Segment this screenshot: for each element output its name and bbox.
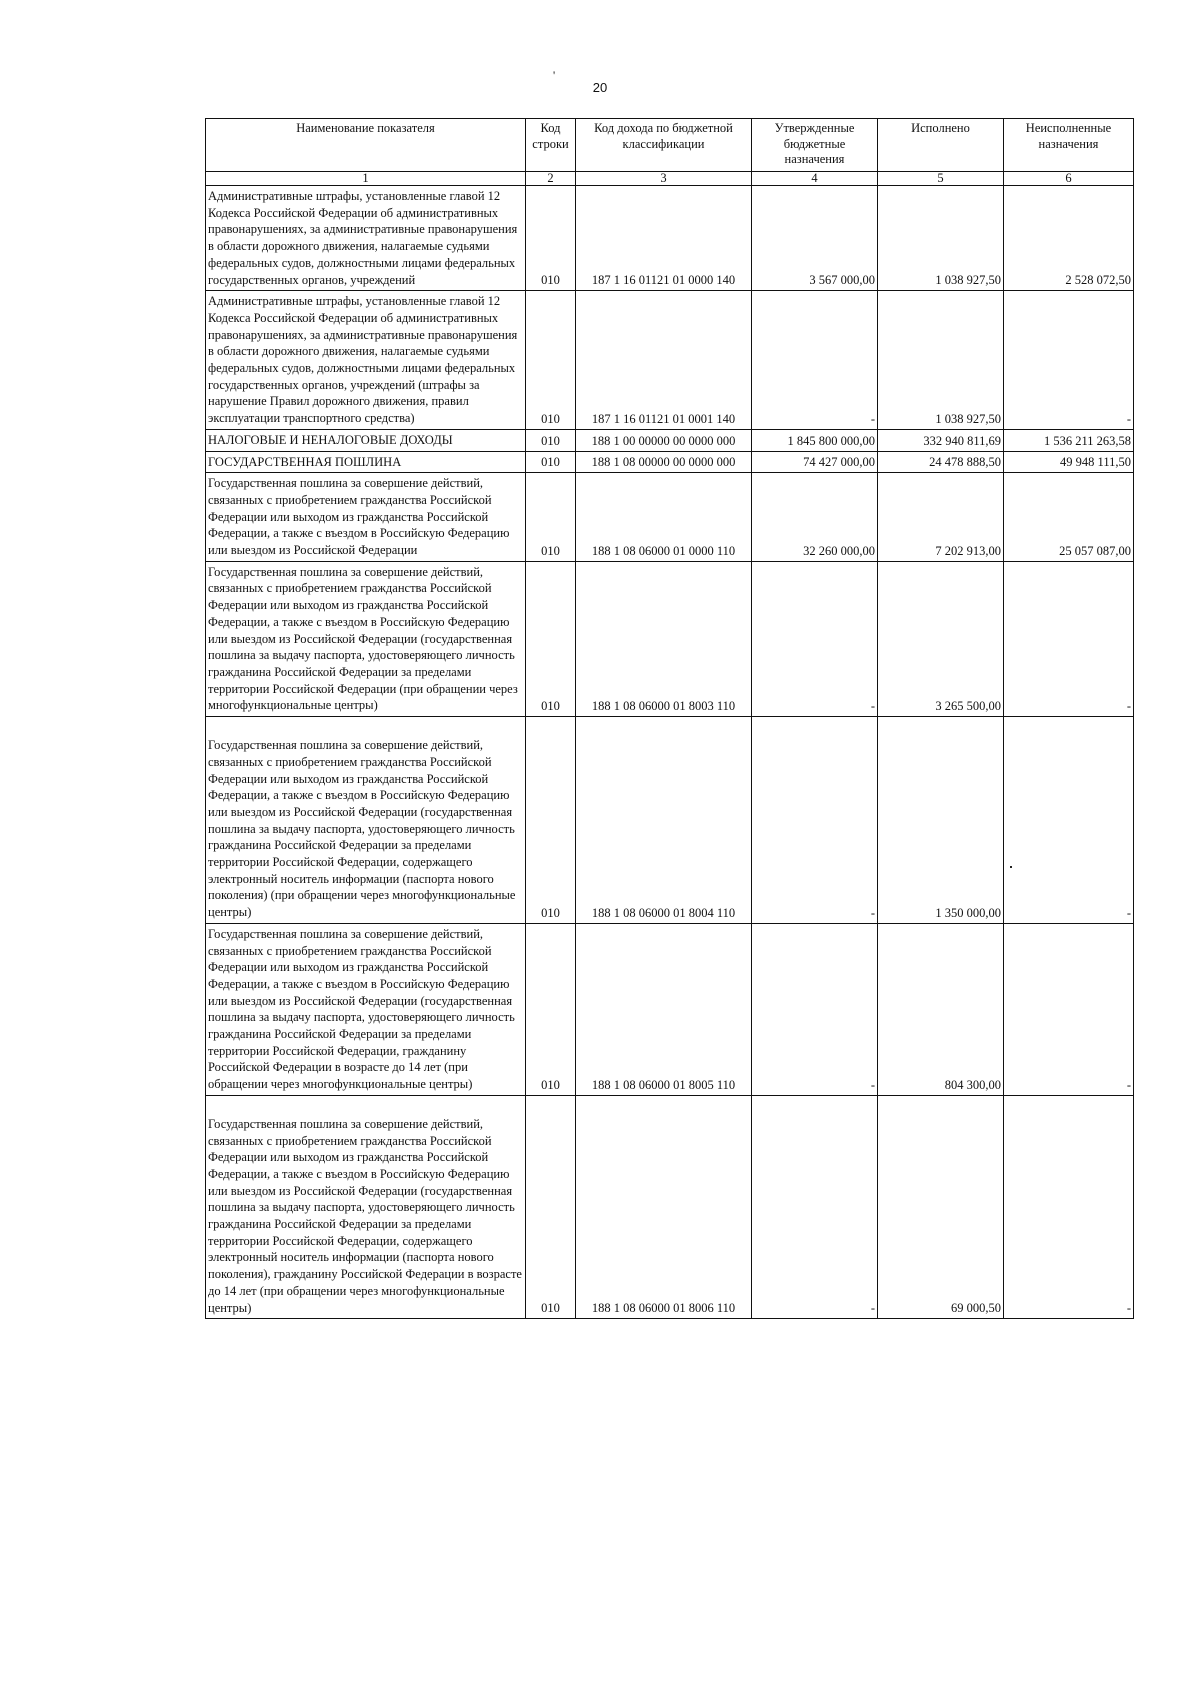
row-executed: 1 350 000,00 <box>878 717 1004 924</box>
column-number: 3 <box>576 172 752 186</box>
row-line-code: 010 <box>526 561 576 716</box>
row-unexecuted: - <box>1004 717 1134 924</box>
row-executed: 24 478 888,50 <box>878 451 1004 473</box>
row-income-code: 187 1 16 01121 01 0000 140 <box>576 186 752 291</box>
table-row <box>206 473 1134 562</box>
table-row <box>206 291 1134 430</box>
row-income-code: 188 1 08 06000 01 8003 110 <box>576 561 752 716</box>
row-executed: 1 038 927,50 <box>878 186 1004 291</box>
row-executed: 7 202 913,00 <box>878 473 1004 562</box>
row-income-code: 188 1 08 06000 01 8005 110 <box>576 923 752 1095</box>
column-number-row <box>206 172 1134 186</box>
row-line-code: 010 <box>526 186 576 291</box>
row-line-code: 010 <box>526 429 576 451</box>
header-unexecuted: Неисполненные назначения <box>1004 119 1134 172</box>
row-approved: 1 845 800 000,00 <box>752 429 878 451</box>
row-name: Государственная пошлина за совершение действий, связанных с приобретением гражданства Российской Федерации или выходом из гражданства Российской Федерации, а также с въездом в Российскую Федерацию или выездом из Российской Федерации (государственная пошлина за выдачу паспорта, удостоверяющего личность гражданина Российской Федерации за пределами территории Российской Федерации, содержащего электронный носитель информации (паспорта нового поколения) (при обращении через многофункциональные центры) <box>206 717 526 924</box>
column-number: 6 <box>1004 172 1134 186</box>
row-line-code: 010 <box>526 717 576 924</box>
row-executed: 332 940 811,69 <box>878 429 1004 451</box>
column-number: 2 <box>526 172 576 186</box>
row-approved: - <box>752 1095 878 1318</box>
row-approved: - <box>752 291 878 430</box>
row-executed: 3 265 500,00 <box>878 561 1004 716</box>
row-line-code: 010 <box>526 1095 576 1318</box>
row-income-code: 188 1 08 00000 00 0000 000 <box>576 451 752 473</box>
row-unexecuted: - <box>1004 291 1134 430</box>
table-row <box>206 561 1134 716</box>
row-unexecuted: 49 948 111,50 <box>1004 451 1134 473</box>
header-income-code: Код дохода по бюджетной классификации <box>576 119 752 172</box>
row-name: Административные штрафы, установленные главой 12 Кодекса Российской Федерации об административных правонарушениях, за административные правонарушения в области дорожного движения, налагаемые судьями федеральных судов, должностными лицами федеральных государственных органов, учреждений (штрафы за нарушение Правил дорожного движения, правил эксплуатации транспортного средства) <box>206 291 526 430</box>
row-executed: 1 038 927,50 <box>878 291 1004 430</box>
budget-execution-table <box>205 118 1134 1319</box>
row-name: НАЛОГОВЫЕ И НЕНАЛОГОВЫЕ ДОХОДЫ <box>206 429 526 451</box>
row-approved: 3 567 000,00 <box>752 186 878 291</box>
row-line-code: 010 <box>526 473 576 562</box>
row-name: Государственная пошлина за совершение действий, связанных с приобретением гражданства Российской Федерации или выходом из гражданства Российской Федерации, а также с въездом в Российскую Федерацию или выездом из Российской Федерации <box>206 473 526 562</box>
row-name: ГОСУДАРСТВЕННАЯ ПОШЛИНА <box>206 451 526 473</box>
row-executed: 69 000,50 <box>878 1095 1004 1318</box>
row-income-code: 188 1 08 06000 01 8006 110 <box>576 1095 752 1318</box>
row-approved: - <box>752 923 878 1095</box>
row-approved: - <box>752 717 878 924</box>
header-line-code: Код строки <box>526 119 576 172</box>
header-approved: Утвержденные бюджетные назначения <box>752 119 878 172</box>
row-unexecuted: - <box>1004 1095 1134 1318</box>
header-executed: Исполнено <box>878 119 1004 172</box>
header-indicator-name: Наименование показателя <box>206 119 526 172</box>
table-row <box>206 717 1134 924</box>
row-name: Государственная пошлина за совершение действий, связанных с приобретением гражданства Российской Федерации или выходом из гражданства Российской Федерации, а также с въездом в Российскую Федерацию или выездом из Российской Федерации (государственная пошлина за выдачу паспорта, удостоверяющего личность гражданина Российской Федерации за пределами территории Российской Федерации, гражданину Российской Федерации в возрасте до 14 лет (при обращении через многофункциональные центры) <box>206 923 526 1095</box>
table-row <box>206 923 1134 1095</box>
row-income-code: 188 1 08 06000 01 0000 110 <box>576 473 752 562</box>
header-row <box>206 119 1134 172</box>
table-row <box>206 1095 1134 1318</box>
row-unexecuted: 2 528 072,50 <box>1004 186 1134 291</box>
page-number: 20 <box>592 80 608 95</box>
row-approved: 74 427 000,00 <box>752 451 878 473</box>
row-line-code: 010 <box>526 923 576 1095</box>
table-row <box>206 429 1134 451</box>
table-row <box>206 451 1134 473</box>
column-number: 5 <box>878 172 1004 186</box>
row-name: Административные штрафы, установленные главой 12 Кодекса Российской Федерации об административных правонарушениях, за административные правонарушения в области дорожного движения, налагаемые судьями федеральных судов, должностными лицами федеральных государственных органов, учреждений <box>206 186 526 291</box>
row-line-code: 010 <box>526 291 576 430</box>
row-income-code: 187 1 16 01121 01 0001 140 <box>576 291 752 430</box>
row-name: Государственная пошлина за совершение действий, связанных с приобретением гражданства Российской Федерации или выходом из гражданства Российской Федерации, а также с въездом в Российскую Федерацию или выездом из Российской Федерации (государственная пошлина за выдачу паспорта, удостоверяющего личность гражданина Российской Федерации за пределами территории Российской Федерации, содержащего электронный носитель информации (паспорта нового поколения), гражданину Российской Федерации в возрасте до 14 лет (при обращении через многофункциональные центры) <box>206 1095 526 1318</box>
row-unexecuted: 1 536 211 263,58 <box>1004 429 1134 451</box>
row-income-code: 188 1 08 06000 01 8004 110 <box>576 717 752 924</box>
row-line-code: 010 <box>526 451 576 473</box>
row-unexecuted: - <box>1004 561 1134 716</box>
stray-mark: ' <box>553 68 556 82</box>
row-income-code: 188 1 00 00000 00 0000 000 <box>576 429 752 451</box>
column-number: 1 <box>206 172 526 186</box>
row-approved: 32 260 000,00 <box>752 473 878 562</box>
table-row <box>206 186 1134 291</box>
row-approved: - <box>752 561 878 716</box>
column-number: 4 <box>752 172 878 186</box>
row-executed: 804 300,00 <box>878 923 1004 1095</box>
row-unexecuted: 25 057 087,00 <box>1004 473 1134 562</box>
row-name: Государственная пошлина за совершение действий, связанных с приобретением гражданства Российской Федерации или выходом из гражданства Российской Федерации, а также с въездом в Российскую Федерацию или выездом из Российской Федерации (государственная пошлина за выдачу паспорта, удостоверяющего личность гражданина Российской Федерации за пределами территории Российской Федерации (при обращении через многофункциональные центры) <box>206 561 526 716</box>
row-unexecuted: - <box>1004 923 1134 1095</box>
